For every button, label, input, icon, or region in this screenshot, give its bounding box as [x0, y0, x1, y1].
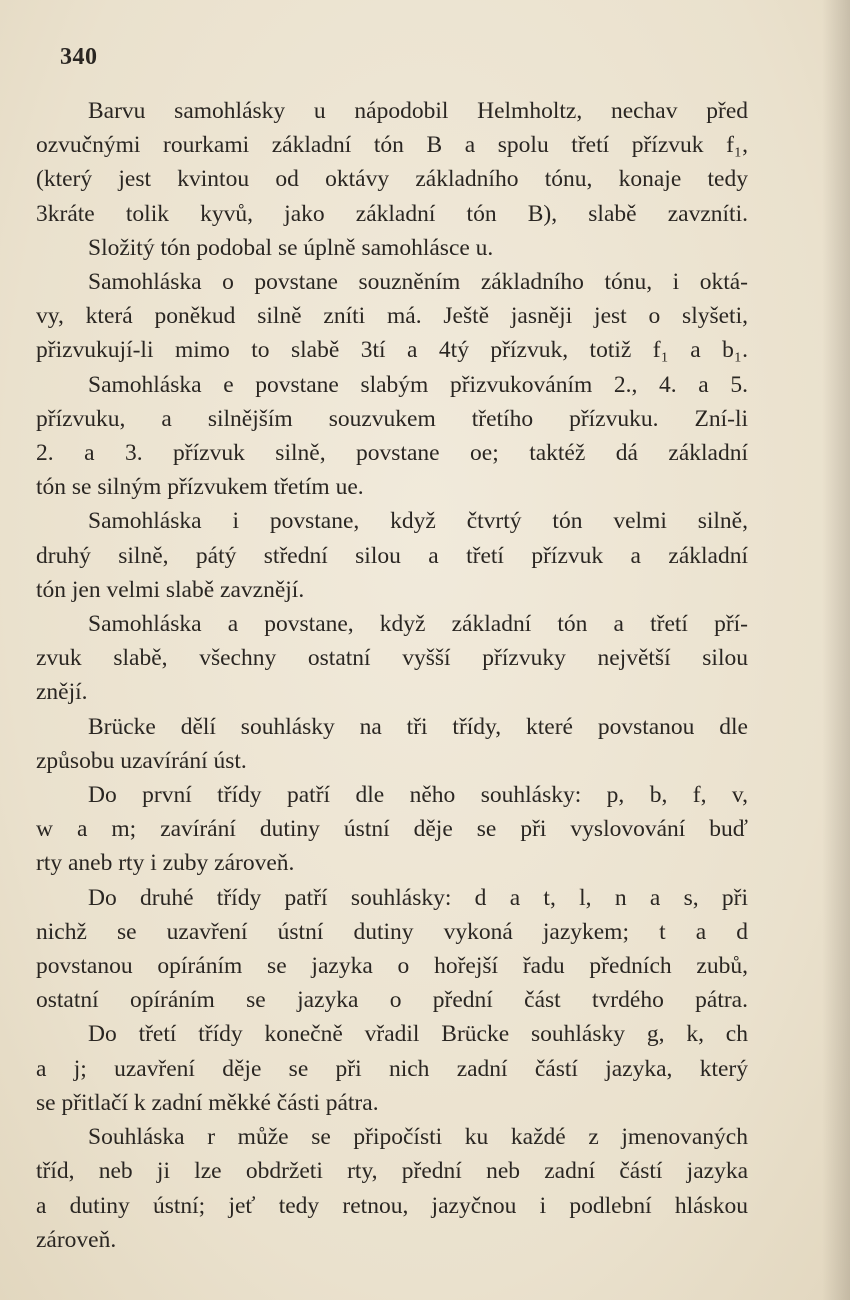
- text-line: (který jest kvintou od oktávy základního tónu, konaje tedy: [36, 166, 748, 193]
- text-line: Brücke dělí souhlásky na tři třídy, které povstanou dle: [88, 713, 748, 740]
- text-line: Barvu samohlásky u nápodobil Helmholtz, nechav před: [88, 98, 748, 124]
- paragraph-samohlaska-e: [36, 368, 748, 505]
- text-line: Do druhé třídy patří souhlásky: d a t, l, n a s, při: [88, 884, 748, 911]
- paragraph-brucke-tridy: [36, 710, 748, 778]
- text-line: Souhláska r může se připočísti ku každé z jmenovaných: [88, 1124, 748, 1151]
- text-line: Složitý tón podobal se úplně samohlásce u.: [88, 234, 494, 261]
- text-line: znějí.: [36, 679, 88, 706]
- text-line: w a m; zavírání dutiny ústní děje se při vyslovování buď: [36, 816, 748, 843]
- paragraph-prvni-trida: [36, 778, 748, 881]
- text-line: Do první třídy patří dle něho souhlásky: p, b, f, v,: [88, 782, 748, 809]
- text-line: přizvukují-li mimo to slabě 3tí a 4tý přízvuk, totiž f₁ a b₁.: [36, 337, 748, 364]
- text-line: Do třetí třídy konečně vřadil Brücke souhlásky g, k, ch: [88, 1021, 748, 1048]
- page-edge-shadow: [822, 0, 850, 1300]
- paragraph-treti-trida: [36, 1017, 748, 1120]
- text-line: ostatní opíráním se jazyka o přední část tvrdého pátra.: [36, 987, 748, 1014]
- paragraph-slozity-ton: [36, 231, 748, 265]
- text-line: Samohláska i povstane, když čtvrtý tón velmi silně,: [88, 508, 748, 535]
- text-line: vy, která poněkud silně zníti má. Ještě jasněji jest o slyšeti,: [36, 303, 748, 330]
- text-line: nichž se uzavření ústní dutiny vykoná jazykem; t a d: [36, 918, 748, 945]
- text-line: zároveň.: [36, 1226, 117, 1253]
- text-line: a j; uzavření děje se při nich zadní částí jazyka, který: [36, 1055, 748, 1082]
- text-line: a dutiny ústní; jeť tedy retnou, jazyčnou i podlební hláskou: [36, 1192, 748, 1219]
- text-line: zvuk slabě, všechny ostatní vyšší přízvuky největší silou: [36, 645, 748, 672]
- page-number: 340: [60, 44, 98, 70]
- text-line: 3kráte tolik kyvů, jako základní tón B), slabě zavzníti.: [36, 200, 748, 227]
- text-line: tříd, neb ji lze obdržeti rty, přední neb zadní částí jazyka: [36, 1158, 748, 1185]
- text-line: přízvuku, a silnějším souzvukem třetího přízvuku. Zní-li: [36, 405, 748, 432]
- text-line: Samohláska a povstane, když základní tón a třetí pří-: [88, 611, 748, 638]
- text-line: ozvučnými rourkami základní tón B a spolu třetí přízvuk f₁,: [36, 132, 748, 159]
- paragraph-samohlaska-i: [36, 504, 748, 607]
- text-line: Samohláska o povstane souzněním základního tónu, i oktá-: [88, 269, 748, 296]
- text-line: tón se silným přízvukem třetím ue.: [36, 474, 364, 501]
- text-line: druhý silně, pátý střední silou a třetí přízvuk a základní: [36, 542, 748, 569]
- text-line: Samohláska e povstane slabým přizvukováním 2., 4. a 5.: [88, 371, 748, 398]
- paragraph-druha-trida: [36, 881, 748, 1018]
- text-line: 2. a 3. přízvuk silně, povstane oe; taktéž dá základní: [36, 440, 748, 467]
- body-text: [36, 94, 748, 1257]
- text-line: tón jen velmi slabě zavznějí.: [36, 576, 305, 603]
- text-line: způsobu uzavírání úst.: [36, 747, 247, 774]
- text-line: povstanou opíráním se jazyka o hořejší řadu předních zubů,: [36, 953, 748, 980]
- text-line: rty aneb rty i zuby zároveň.: [36, 850, 295, 877]
- paragraph-samohlaska-o: [36, 265, 748, 368]
- paragraph-souhlaska-r: [36, 1120, 748, 1257]
- text-line: se přitlačí k zadní měkké části pátra.: [36, 1089, 379, 1116]
- paragraph-samohlaska-a: [36, 607, 748, 710]
- paragraph-helmholtz-u: [36, 94, 748, 231]
